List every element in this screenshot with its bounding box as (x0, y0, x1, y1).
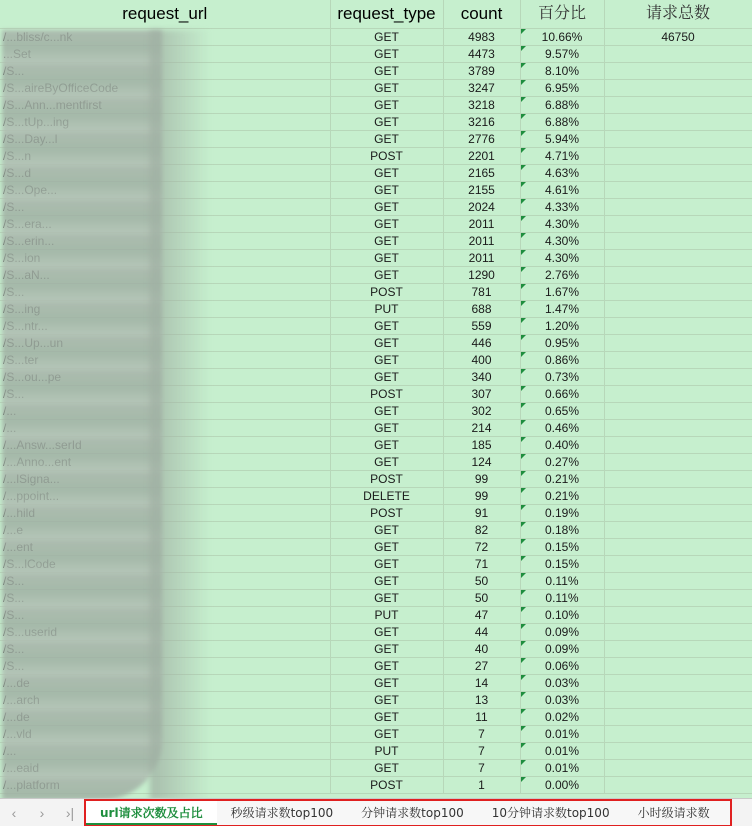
percentage-cell[interactable]: 6.95% (520, 79, 604, 96)
count-cell[interactable]: 7 (443, 725, 520, 742)
count-cell[interactable]: 446 (443, 334, 520, 351)
request-type-cell[interactable]: GET (330, 113, 443, 130)
percentage-cell[interactable]: 4.71% (520, 147, 604, 164)
count-cell[interactable]: 50 (443, 589, 520, 606)
percentage-cell[interactable]: 4.30% (520, 232, 604, 249)
header-row (0, 0, 752, 28)
count-cell[interactable]: 302 (443, 402, 520, 419)
total-requests-cell[interactable] (604, 130, 752, 147)
request-type-cell[interactable]: GET (330, 521, 443, 538)
percentage-cell[interactable]: 9.57% (520, 45, 604, 62)
request-type-cell[interactable]: GET (330, 215, 443, 232)
total-requests-cell[interactable] (604, 589, 752, 606)
total-requests-cell[interactable] (604, 334, 752, 351)
next-sheet-button[interactable] (28, 799, 56, 826)
percentage-cell[interactable]: 0.01% (520, 742, 604, 759)
percentage-cell[interactable]: 0.11% (520, 589, 604, 606)
percentage-cell[interactable]: 0.73% (520, 368, 604, 385)
sheet-tab[interactable]: 秒级请求数top100 (230, 806, 334, 820)
request-type-cell[interactable]: GET (330, 538, 443, 555)
header-total-requests[interactable]: 请求总数 (604, 0, 752, 28)
prev-sheet-button[interactable] (0, 799, 28, 826)
request-type-cell[interactable]: GET (330, 96, 443, 113)
count-cell[interactable]: 124 (443, 453, 520, 470)
request-type-cell[interactable]: GET (330, 351, 443, 368)
total-requests-cell[interactable] (604, 317, 752, 334)
count-cell[interactable]: 688 (443, 300, 520, 317)
request-type-cell[interactable]: POST (330, 470, 443, 487)
total-requests-cell[interactable] (604, 198, 752, 215)
count-cell[interactable]: 14 (443, 674, 520, 691)
total-requests-cell[interactable] (604, 674, 752, 691)
total-requests-cell[interactable]: 46750 (604, 28, 752, 45)
request-type-cell[interactable]: POST (330, 147, 443, 164)
request-type-cell[interactable]: GET (330, 657, 443, 674)
count-cell[interactable]: 2155 (443, 181, 520, 198)
request-type-cell[interactable]: GET (330, 181, 443, 198)
total-requests-cell[interactable] (604, 232, 752, 249)
count-cell[interactable]: 44 (443, 623, 520, 640)
percentage-cell[interactable]: 0.10% (520, 606, 604, 623)
total-requests-cell[interactable] (604, 521, 752, 538)
count-cell[interactable]: 99 (443, 487, 520, 504)
percentage-cell[interactable]: 0.27% (520, 453, 604, 470)
total-requests-cell[interactable] (604, 657, 752, 674)
count-cell[interactable]: 99 (443, 470, 520, 487)
total-requests-cell[interactable] (604, 79, 752, 96)
percentage-cell[interactable]: 4.63% (520, 164, 604, 181)
header-count[interactable]: count (443, 0, 520, 28)
percentage-cell[interactable]: 0.06% (520, 657, 604, 674)
count-cell[interactable]: 3218 (443, 96, 520, 113)
total-requests-cell[interactable] (604, 62, 752, 79)
percentage-cell[interactable]: 4.30% (520, 249, 604, 266)
total-requests-cell[interactable] (604, 538, 752, 555)
total-requests-cell[interactable] (604, 708, 752, 725)
percentage-cell[interactable]: 0.40% (520, 436, 604, 453)
percentage-cell[interactable]: 5.94% (520, 130, 604, 147)
total-requests-cell[interactable] (604, 487, 752, 504)
total-requests-cell[interactable] (604, 555, 752, 572)
request-type-cell[interactable]: PUT (330, 742, 443, 759)
total-requests-cell[interactable] (604, 572, 752, 589)
request-type-cell[interactable]: GET (330, 249, 443, 266)
count-cell[interactable]: 1 (443, 776, 520, 793)
total-requests-cell[interactable] (604, 436, 752, 453)
count-cell[interactable]: 3247 (443, 79, 520, 96)
request-type-cell[interactable]: GET (330, 45, 443, 62)
request-type-cell[interactable]: GET (330, 402, 443, 419)
request-type-cell[interactable]: GET (330, 317, 443, 334)
total-requests-cell[interactable] (604, 623, 752, 640)
chevron-right-icon: › (39, 804, 45, 821)
count-cell[interactable]: 340 (443, 368, 520, 385)
percentage-cell[interactable]: 1.67% (520, 283, 604, 300)
total-requests-cell[interactable] (604, 181, 752, 198)
count-cell[interactable]: 3789 (443, 62, 520, 79)
count-cell[interactable]: 400 (443, 351, 520, 368)
request-type-cell[interactable]: POST (330, 504, 443, 521)
count-cell[interactable]: 559 (443, 317, 520, 334)
total-requests-cell[interactable] (604, 453, 752, 470)
percentage-cell[interactable]: 0.21% (520, 487, 604, 504)
total-requests-cell[interactable] (604, 470, 752, 487)
percentage-cell[interactable]: 0.03% (520, 674, 604, 691)
total-requests-cell[interactable] (604, 113, 752, 130)
percentage-cell[interactable]: 0.86% (520, 351, 604, 368)
percentage-cell[interactable]: 1.47% (520, 300, 604, 317)
percentage-cell[interactable]: 8.10% (520, 62, 604, 79)
count-cell[interactable]: 50 (443, 572, 520, 589)
request-type-cell[interactable]: GET (330, 674, 443, 691)
redaction-mask-edge (150, 30, 210, 798)
count-cell[interactable]: 781 (443, 283, 520, 300)
total-requests-cell[interactable] (604, 419, 752, 436)
request-type-cell[interactable]: POST (330, 283, 443, 300)
request-type-cell[interactable]: POST (330, 385, 443, 402)
request-type-cell[interactable]: GET (330, 623, 443, 640)
count-cell[interactable]: 2011 (443, 232, 520, 249)
count-cell[interactable]: 71 (443, 555, 520, 572)
total-requests-cell[interactable] (604, 368, 752, 385)
total-requests-cell[interactable] (604, 504, 752, 521)
percentage-cell[interactable]: 0.19% (520, 504, 604, 521)
request-type-cell[interactable]: POST (330, 776, 443, 793)
count-cell[interactable]: 11 (443, 708, 520, 725)
total-requests-cell[interactable] (604, 725, 752, 742)
request-type-cell[interactable]: GET (330, 572, 443, 589)
total-requests-cell[interactable] (604, 249, 752, 266)
total-requests-cell[interactable] (604, 300, 752, 317)
request-type-cell[interactable]: GET (330, 589, 443, 606)
percentage-cell[interactable]: 4.30% (520, 215, 604, 232)
count-cell[interactable]: 7 (443, 742, 520, 759)
total-requests-cell[interactable] (604, 45, 752, 62)
percentage-cell[interactable]: 0.46% (520, 419, 604, 436)
count-cell[interactable]: 185 (443, 436, 520, 453)
count-cell[interactable]: 47 (443, 606, 520, 623)
sheet-tab[interactable]: 分钟请求数top100 (361, 806, 464, 820)
total-requests-cell[interactable] (604, 606, 752, 623)
count-cell[interactable]: 2776 (443, 130, 520, 147)
request-type-cell[interactable]: GET (330, 62, 443, 79)
total-requests-cell[interactable] (604, 283, 752, 300)
count-cell[interactable]: 2024 (443, 198, 520, 215)
request-type-cell[interactable]: GET (330, 555, 443, 572)
count-cell[interactable]: 2011 (443, 249, 520, 266)
total-requests-cell[interactable] (604, 96, 752, 113)
request-type-cell[interactable]: DELETE (330, 487, 443, 504)
count-cell[interactable]: 307 (443, 385, 520, 402)
total-requests-cell[interactable] (604, 266, 752, 283)
percentage-cell[interactable]: 6.88% (520, 96, 604, 113)
header-request-url[interactable]: request_url (0, 0, 330, 28)
chevron-left-icon: ‹ (11, 804, 17, 821)
header-percentage[interactable]: 百分比 (520, 0, 604, 28)
chevron-last-icon: ›| (65, 804, 75, 821)
percentage-cell[interactable]: 0.66% (520, 385, 604, 402)
count-cell[interactable]: 72 (443, 538, 520, 555)
percentage-cell[interactable]: 0.09% (520, 623, 604, 640)
request-type-cell[interactable]: GET (330, 453, 443, 470)
percentage-cell[interactable]: 0.09% (520, 640, 604, 657)
percentage-cell[interactable]: 10.66% (520, 28, 604, 45)
request-type-cell[interactable]: PUT (330, 606, 443, 623)
request-type-cell[interactable]: GET (330, 368, 443, 385)
total-requests-cell[interactable] (604, 385, 752, 402)
request-type-cell[interactable]: PUT (330, 300, 443, 317)
count-cell[interactable]: 91 (443, 504, 520, 521)
request-type-cell[interactable]: GET (330, 79, 443, 96)
total-requests-cell[interactable] (604, 164, 752, 181)
percentage-cell[interactable]: 0.21% (520, 470, 604, 487)
count-cell[interactable]: 4473 (443, 45, 520, 62)
total-requests-cell[interactable] (604, 147, 752, 164)
request-type-cell[interactable]: GET (330, 28, 443, 45)
count-cell[interactable]: 214 (443, 419, 520, 436)
request-type-cell[interactable]: GET (330, 708, 443, 725)
request-type-cell[interactable]: GET (330, 640, 443, 657)
percentage-cell[interactable]: 0.03% (520, 691, 604, 708)
sheet-tab-bar (0, 798, 752, 826)
percentage-cell[interactable]: 0.15% (520, 538, 604, 555)
header-request-type[interactable]: request_type (330, 0, 443, 28)
request-type-cell[interactable]: GET (330, 419, 443, 436)
count-cell[interactable]: 40 (443, 640, 520, 657)
last-sheet-button[interactable] (56, 799, 84, 826)
percentage-cell[interactable]: 2.76% (520, 266, 604, 283)
percentage-cell[interactable]: 0.11% (520, 572, 604, 589)
total-requests-cell[interactable] (604, 402, 752, 419)
request-type-cell[interactable]: GET (330, 725, 443, 742)
percentage-cell[interactable]: 0.01% (520, 759, 604, 776)
count-cell[interactable]: 2011 (443, 215, 520, 232)
percentage-cell[interactable]: 0.01% (520, 725, 604, 742)
request-type-cell[interactable]: GET (330, 759, 443, 776)
percentage-cell[interactable]: 0.95% (520, 334, 604, 351)
sheet-tab[interactable]: 10分钟请求数top100 (491, 806, 610, 820)
percentage-cell[interactable]: 0.15% (520, 555, 604, 572)
count-cell[interactable]: 3216 (443, 113, 520, 130)
count-cell[interactable]: 2201 (443, 147, 520, 164)
total-requests-cell[interactable] (604, 215, 752, 232)
request-type-cell[interactable]: GET (330, 334, 443, 351)
percentage-cell[interactable]: 0.02% (520, 708, 604, 725)
percentage-cell[interactable]: 0.00% (520, 776, 604, 793)
total-requests-cell[interactable] (604, 640, 752, 657)
count-cell[interactable]: 27 (443, 657, 520, 674)
request-type-cell[interactable]: GET (330, 164, 443, 181)
count-cell[interactable]: 1290 (443, 266, 520, 283)
percentage-cell[interactable]: 1.20% (520, 317, 604, 334)
count-cell[interactable]: 4983 (443, 28, 520, 45)
total-requests-cell[interactable] (604, 742, 752, 759)
total-requests-cell[interactable] (604, 351, 752, 368)
total-requests-cell[interactable] (604, 691, 752, 708)
total-requests-cell[interactable] (604, 776, 752, 793)
request-type-cell[interactable]: GET (330, 232, 443, 249)
count-cell[interactable]: 7 (443, 759, 520, 776)
request-type-cell[interactable]: GET (330, 691, 443, 708)
request-type-cell[interactable]: GET (330, 198, 443, 215)
sheet-tab[interactable]: url请求次数及占比 (86, 801, 217, 825)
request-type-cell[interactable]: GET (330, 130, 443, 147)
total-requests-cell[interactable] (604, 759, 752, 776)
count-cell[interactable]: 82 (443, 521, 520, 538)
count-cell[interactable]: 2165 (443, 164, 520, 181)
percentage-cell[interactable]: 0.18% (520, 521, 604, 538)
redaction-mask (2, 30, 162, 798)
request-type-cell[interactable]: GET (330, 266, 443, 283)
percentage-cell[interactable]: 6.88% (520, 113, 604, 130)
count-cell[interactable]: 13 (443, 691, 520, 708)
percentage-cell[interactable]: 4.61% (520, 181, 604, 198)
sheet-tab[interactable]: 小时级请求数 (637, 806, 710, 820)
sheet-tabs-highlight (84, 799, 732, 826)
percentage-cell[interactable]: 0.65% (520, 402, 604, 419)
request-type-cell[interactable]: GET (330, 436, 443, 453)
percentage-cell[interactable]: 4.33% (520, 198, 604, 215)
